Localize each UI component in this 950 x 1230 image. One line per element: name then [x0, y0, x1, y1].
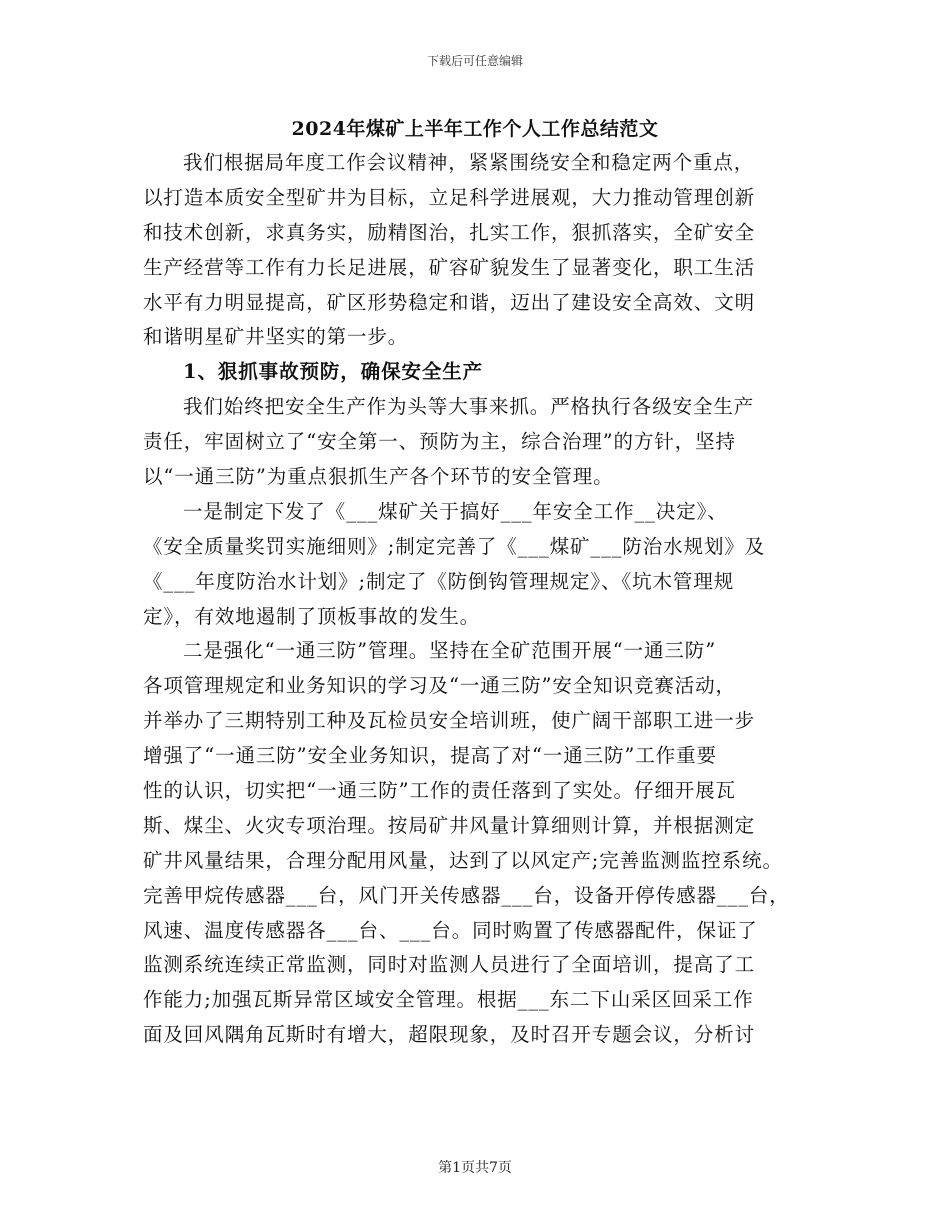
document-body	[143, 146, 823, 1053]
body-text-line: 风速、温度传感器各___台、___台。同时购置了传感器配件，保证了	[143, 918, 758, 942]
body-text-line: 面及回风隅角瓦斯时有增大，超限现象，及时召开专题会议，分析讨	[143, 1023, 756, 1047]
body-text-line: 斯、煤尘、火灾专项治理。按局矿井风量计算细则计算，并根据测定	[143, 813, 756, 837]
body-text-line: 和技术创新，求真务实，励精图治，扎实工作，狠抓落实，全矿安全	[143, 220, 756, 244]
body-text-line: 二是强化“一通三防”管理。坚持在全矿范围开展“一通三防”	[183, 639, 717, 663]
body-text-line: 责任，牢固树立了“安全第一、预防为主，综合治理”的方针，坚持	[143, 430, 736, 454]
body-text-line: 以打造本质安全型矿井为目标，立足科学进展观，大力推动管理创新	[143, 185, 756, 209]
body-text-line: 监测系统连续正常监测，同时对监测人员进行了全面培训，提高了工	[143, 953, 756, 977]
body-text-line: 作能力;加强瓦斯异常区域安全管理。根据___东二下山采区回采工作	[143, 988, 754, 1012]
body-text-line: 水平有力明显提高，矿区形势稳定和谐，迈出了建设安全高效、文明	[143, 290, 756, 314]
page-header-note: 下载后可任意编辑	[426, 54, 523, 68]
body-text-line: 一是制定下发了《___煤矿关于搞好___年安全工作__决定》、	[183, 499, 728, 523]
body-text-line: 和谐明星矿井坚实的第一步。	[143, 325, 409, 349]
body-text-line: 完善甲烷传感器___台，风门开关传感器___台，设备开停传感器___台，	[143, 883, 790, 907]
document-title: 2024年煤矿上半年工作个人工作总结范文	[291, 118, 659, 140]
body-text-line: 《___年度防治水计划》;制定了《防倒钩管理规定》、《坑木管理规	[143, 569, 735, 593]
body-text-line: 定》，有效地遏制了顶板事故的发生。	[143, 604, 481, 628]
body-text-line: 生产经营等工作有力长足进展，矿容矿貌发生了显著变化，职工生活	[143, 255, 756, 279]
page-number: 第1页共7页	[438, 1160, 512, 1176]
body-text-line: 我们始终把安全生产作为头等大事来抓。严格执行各级安全生产	[183, 395, 755, 419]
body-text-line: 各项管理规定和业务知识的学习及“一通三防”安全知识竞赛活动，	[143, 674, 736, 698]
section-heading: 1、狠抓事故预防，确保安全生产	[183, 360, 484, 384]
body-text-line: 我们根据局年度工作会议精神，紧紧围绕安全和稳定两个重点，	[183, 151, 755, 174]
body-text-line: 并举办了三期特别工种及瓦检员安全培训班，使广阔干部职工进一步	[143, 709, 756, 733]
body-text-line: 以“一通三防”为重点狠抓生产各个环节的安全管理。	[143, 465, 614, 489]
body-text-line: 《安全质量奖罚实施细则》;制定完善了《___煤矿___防治水规划》及	[143, 534, 766, 558]
body-text-line: 增强了“一通三防”安全业务知识，提高了对“一通三防”工作重要	[143, 744, 717, 768]
body-text-line: 矿井风量结果，合理分配用风量，达到了以风定产;完善监测监控系统。	[143, 848, 783, 872]
body-text-line: 性的认识，切实把“一通三防”工作的责任落到了实处。仔细开展瓦	[143, 779, 736, 803]
